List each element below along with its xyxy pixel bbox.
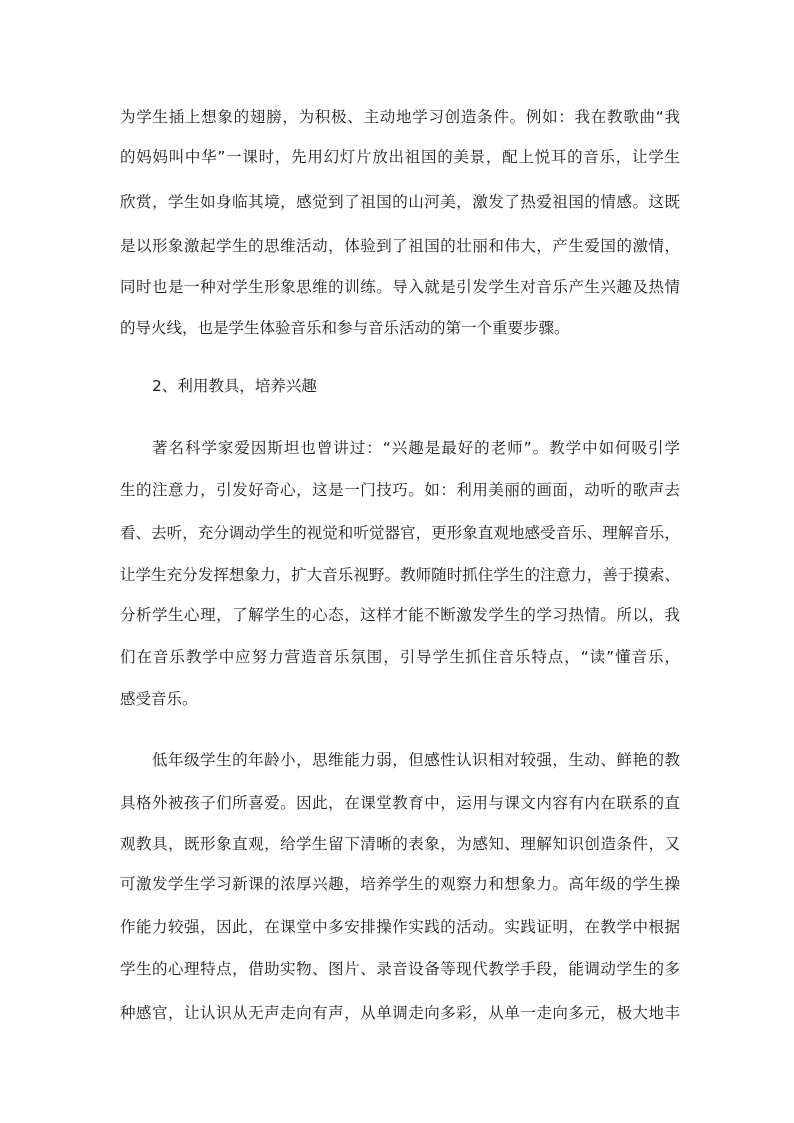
section-heading: 2、利用教具，培养兴趣	[152, 377, 317, 395]
paragraph-1-line-6: 的导火线，也是学生体验音乐和参与音乐活动的第一个重要步骤。	[120, 319, 570, 337]
paragraph-2-line-5: 分析学生心理，了解学生的心态，这样才能不断激发学生的学习热情。所以，我	[120, 606, 680, 624]
paragraph-2-line-3: 看、去听，充分调动学生的视觉和听觉器官，更形象直观地感受音乐、理解音乐，	[120, 524, 680, 542]
paragraph-3-line-3: 观教具，既形象直观，给学生留下清晰的表象，为感知、理解知识创造条件，又	[120, 835, 680, 853]
paragraph-1-line-1: 为学生插上想象的翅膀，为积极、主动地学习创造条件。例如：我在教歌曲“我	[120, 108, 680, 126]
paragraph-3-line-4: 可激发学生学习新课的浓厚兴趣，培养学生的观察力和想象力。高年级的学生操	[120, 875, 680, 893]
paragraph-1-line-2: 的妈妈叫中华”一课时，先用幻灯片放出祖国的美景，配上悦耳的音乐，让学生	[120, 148, 680, 166]
paragraph-1-line-3: 欣赏，学生如身临其境，感觉到了祖国的山河美，激发了热爱祖国的情感。这既	[120, 193, 680, 211]
paragraph-3-line-6: 学生的心理特点，借助实物、图片、录音设备等现代教学手段，能调动学生的多	[120, 960, 680, 978]
paragraph-1-line-5: 同时也是一种对学生形象思维的训练。导入就是引发学生对音乐产生兴趣及热情	[120, 278, 680, 296]
paragraph-3-line-1: 低年级学生的年龄小，思维能力弱，但感性认识相对较强，生动、鲜艳的教	[152, 751, 680, 769]
paragraph-3-line-5: 作能力较强，因此，在课堂中多安排操作实践的活动。实践证明，在教学中根据	[120, 918, 680, 936]
paragraph-2-line-2: 生的注意力，引发好奇心，这是一门技巧。如：利用美丽的画面，动听的歌声去	[120, 481, 680, 499]
paragraph-3-line-2: 具格外被孩子们所喜爱。因此，在课堂教育中，运用与课文内容有内在联系的直	[120, 794, 680, 812]
paragraph-2-line-6: 们在音乐教学中应努力营造音乐氛围，引导学生抓住音乐特点，“读”懂音乐，	[120, 648, 680, 666]
paragraph-1-line-4: 是以形象激起学生的思维活动，体验到了祖国的壮丽和伟大，产生爱国的激情，	[120, 237, 680, 255]
paragraph-2-line-7: 感受音乐。	[120, 690, 198, 708]
paragraph-2-line-4: 让学生充分发挥想象力，扩大音乐视野。教师随时抓住学生的注意力，善于摸索、	[120, 566, 680, 584]
paragraph-3-line-7: 种感官，让认识从无声走向有声，从单调走向多彩，从单一走向多元，极大地丰	[120, 1004, 680, 1022]
paragraph-2-line-1: 著名科学家爱因斯坦也曾讲过：“兴趣是最好的老师”。教学中如何吸引学	[152, 439, 680, 457]
